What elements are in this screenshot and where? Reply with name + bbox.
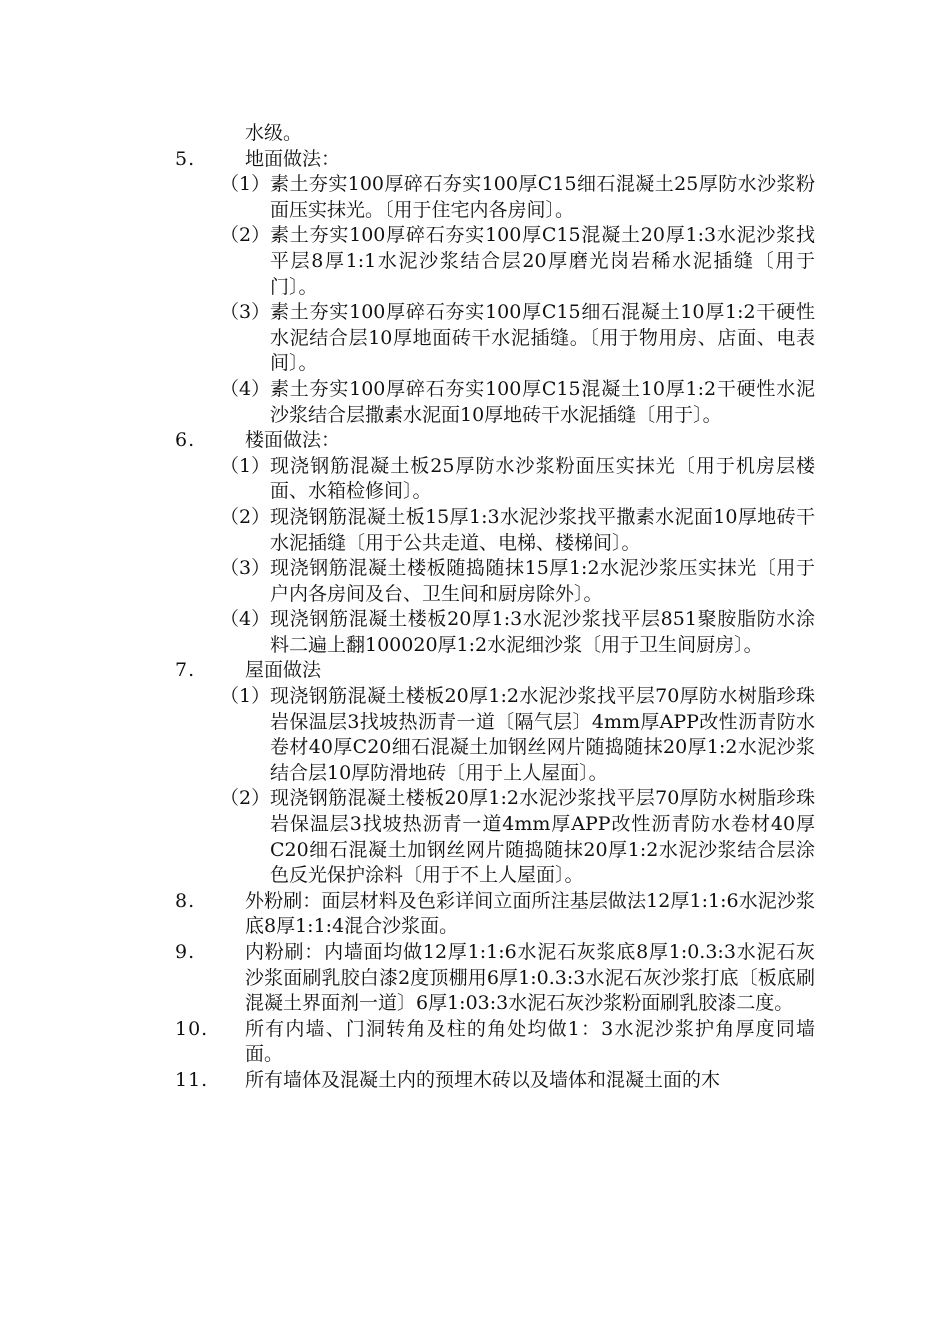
- sub-item-number: （2）: [220, 787, 271, 810]
- sub-item: [175, 454, 815, 505]
- sub-item-text: 素土夯实100厚碎石夯实100厚C15细石混凝土10厚1:2干硬性水泥结合层10厚地面砖干水泥插缝。〔用于物用房、店面、电表间〕。: [270, 301, 815, 375]
- section-9: [175, 940, 815, 1017]
- sub-item: [175, 377, 815, 428]
- section-11: [175, 1068, 815, 1094]
- document-body: [175, 121, 815, 1094]
- continued-line: 水级。: [245, 122, 303, 144]
- section-heading: 地面做法：: [245, 147, 341, 170]
- sub-item-text: 现浇钢筋混凝土楼板20厚1:2水泥沙浆找平层70厚防水树脂珍珠岩保温层3找坡热沥青一道〔隔气层〕4mm厚APP改性沥青防水卷材40厚C20细石混凝土加钢丝网片随捣随抹20厚1:2水泥沙浆结合层10厚防滑地砖〔用于上人屋面〕。: [270, 685, 815, 784]
- section-8: [175, 889, 815, 940]
- sub-item-number: （3）: [220, 301, 271, 324]
- sub-item-number: （1）: [220, 454, 271, 477]
- section-text: 所有内墙、门洞转角及柱的角处均做1：3水泥沙浆护角厚度同墙面。: [245, 1017, 815, 1066]
- section-7: [175, 658, 815, 684]
- sub-item-number: （1）: [220, 685, 271, 708]
- sub-item: [175, 172, 815, 223]
- sub-item-text: 素土夯实100厚碎石夯实100厚C15细石混凝土25厚防水沙浆粉面压实抹光。〔用于住宅内各房间〕。: [270, 173, 815, 221]
- sub-item-number: （4）: [220, 377, 271, 400]
- section-text: 所有墙体及混凝土内的预埋木砖以及墙体和混凝土面的木: [245, 1068, 721, 1091]
- section-number: 9.: [175, 941, 196, 963]
- section-number: 6.: [175, 429, 196, 452]
- sub-item-number: （2）: [220, 224, 271, 247]
- section-5: [175, 147, 815, 173]
- section-number: 7.: [175, 659, 196, 682]
- sub-item: [175, 300, 815, 377]
- sub-item-text: 素土夯实100厚碎石夯实100厚C15混凝土20厚1:3水泥沙浆找平层8厚1:1水泥沙浆结合层20厚磨光岗岩稀水泥插缝〔用于门〕。: [270, 224, 815, 298]
- sub-item-text: 现浇钢筋混凝土板25厚防水沙浆粉面压实抹光〔用于机房层楼面、水箱检修间〕。: [270, 454, 815, 503]
- sub-item: [175, 786, 815, 888]
- sub-item-text: 现浇钢筋混凝土楼板20厚1:2水泥沙浆找平层70厚防水树脂珍珠岩保温层3找坡热沥青一道4mm厚APP改性沥青防水卷材40厚C20细石混凝土加钢丝网片随捣随抹20厚1:2水泥沙浆结合层涂色反光保护涂料〔用于不上人屋面〕。: [270, 787, 815, 887]
- sub-item-text: 素土夯实100厚碎石夯实100厚C15混凝土10厚1:2干硬性水泥沙浆结合层撒素水泥面10厚地砖干水泥插缝〔用于〕。: [270, 377, 815, 426]
- sub-item-text: 现浇钢筋混凝土板15厚1:3水泥沙浆找平撒素水泥面10厚地砖干水泥插缝〔用于公共走道、电梯、楼梯间〕。: [270, 505, 815, 554]
- sub-item: [175, 684, 815, 786]
- section-text: 内粉刷：内墙面均做12厚1:1:6水泥石灰浆底8厚1:0.3:3水泥石灰沙浆面刷乳胶白漆2度顶棚用6厚1:0.3:3水泥石灰沙浆打底〔板底刷混凝土界面剂一道〕6厚1:03:3水泥石灰沙浆粉面刷乳胶漆二度。: [245, 941, 815, 1015]
- section-10: [175, 1017, 815, 1068]
- section-number: 8.: [175, 889, 196, 912]
- section-number: 5.: [175, 147, 196, 170]
- sub-item: [175, 223, 815, 300]
- sub-item: [175, 505, 815, 556]
- section-number: 10.: [175, 1017, 209, 1040]
- sub-item-number: （4）: [220, 608, 271, 631]
- section-heading: 楼面做法：: [245, 429, 341, 452]
- sub-item-text: 现浇钢筋混凝土楼板随捣随抹15厚1:2水泥沙浆压实抹光〔用于户内各房间及台、卫生间和厨房除外〕。: [270, 557, 815, 605]
- section-text: 外粉刷：面层材料及色彩详间立面所注基层做法12厚1:1:6水泥沙浆底8厚1:1:4混合沙浆面。: [245, 889, 815, 938]
- section-heading: 屋面做法: [245, 659, 322, 682]
- sub-item-number: （3）: [220, 557, 271, 580]
- sub-item-number: （1）: [220, 173, 271, 196]
- section-number: 11.: [175, 1068, 209, 1091]
- sub-item: [175, 556, 815, 607]
- sub-item-text: 现浇钢筋混凝土楼板20厚1:3水泥沙浆找平层851聚胺脂防水涂料二遍上翻100020厚1:2水泥细沙浆〔用于卫生间厨房〕。: [270, 608, 815, 656]
- sub-item-number: （2）: [220, 505, 271, 528]
- sub-item: [175, 607, 815, 658]
- section-6: [175, 428, 815, 454]
